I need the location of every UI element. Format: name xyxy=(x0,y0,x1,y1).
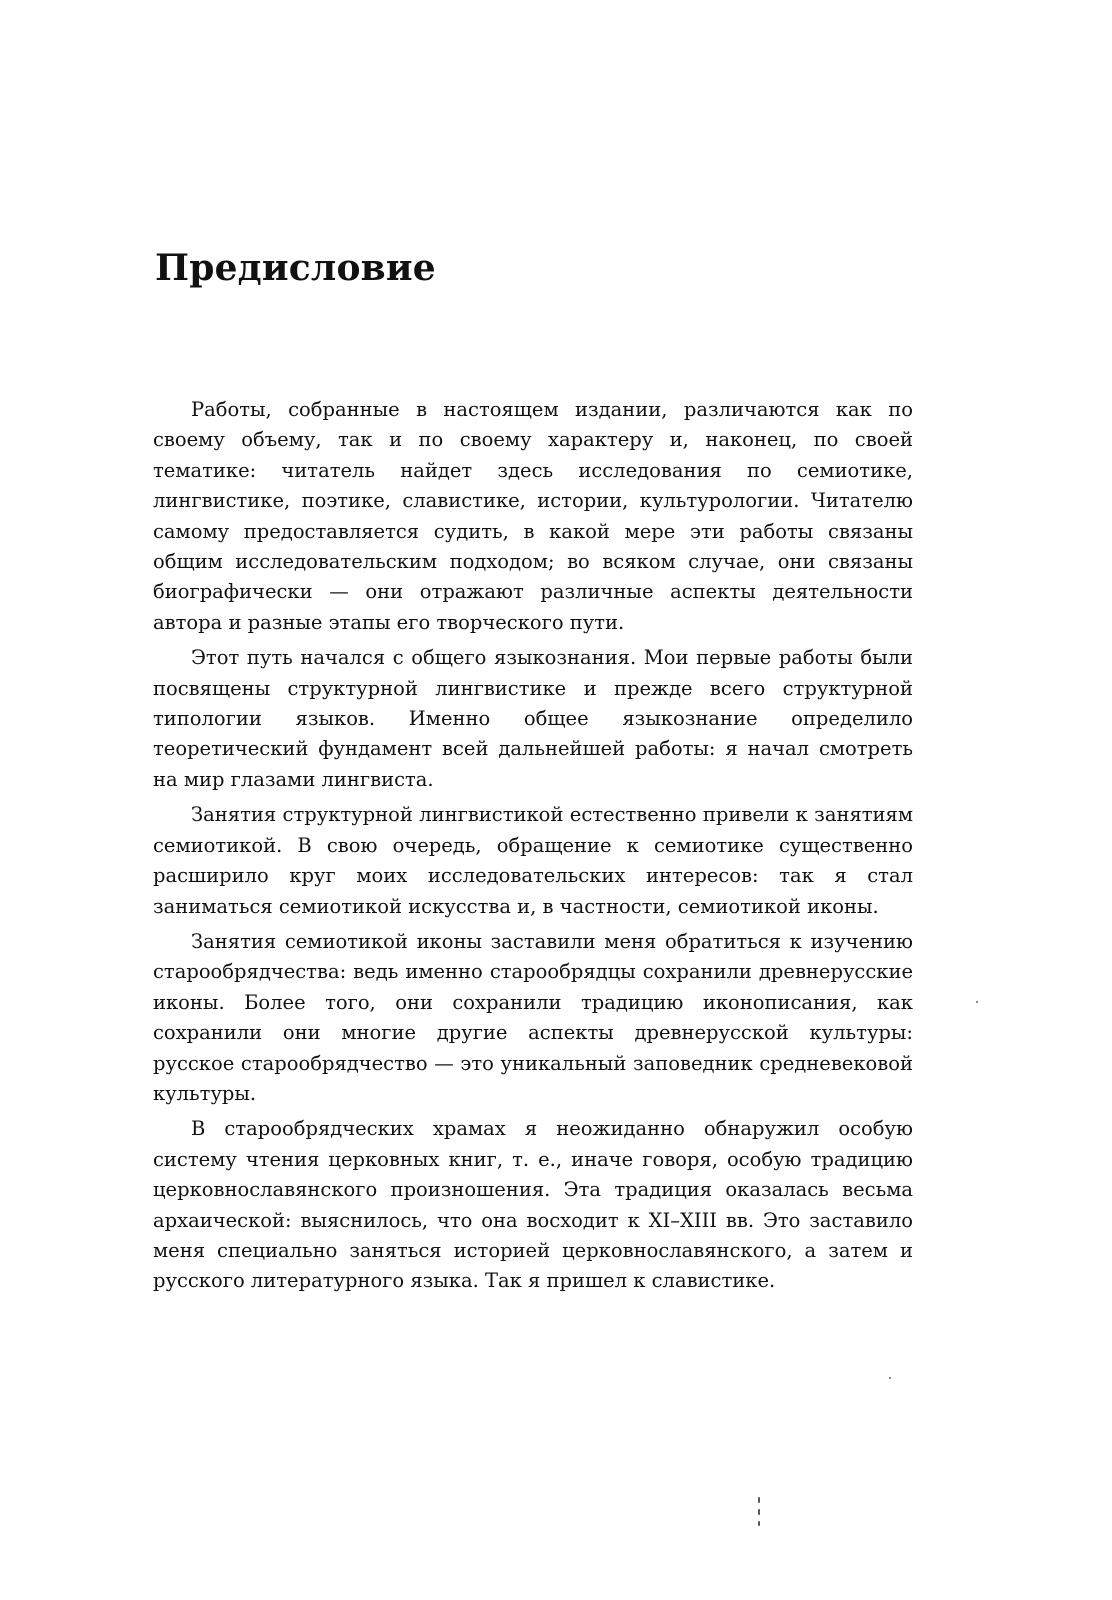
scan-artifact-mark xyxy=(758,1521,760,1526)
scan-artifact-mark xyxy=(758,1497,760,1503)
paragraph-3: Занятия структурной лингвистикой естественно привели к занятиям семиотикой. В свою очередь, обращение к семиотике существенно расширило круг моих исследовательских интересов: так я стал заниматься семиотикой искусства и, в частности, семиотикой иконы. xyxy=(153,803,913,918)
scan-artifact-dot xyxy=(976,1001,978,1003)
paragraph-4: Занятия семиотикой иконы заставили меня обратиться к изучению старообрядчества: ведь именно старообрядцы сохранили древнерусские иконы. Более того, они сохранили традицию иконописания, как сохранили они многие другие аспекты древнерусской культуры: русское старообрядчество — это уникальный заповедник средневековой культуры. xyxy=(153,929,913,1105)
scan-artifact-mark xyxy=(758,1509,760,1515)
body-text xyxy=(153,395,913,1302)
scan-artifact-dot xyxy=(889,1377,891,1379)
paragraph-2: Этот путь начался с общего языкознания. Мои первые работы были посвящены структурной лингвистике и прежде всего структурной типологии языков. Именно общее языкознание определило теоретический фундамент всей дальнейшей работы: я начал смотреть на мир глазами лингвиста. xyxy=(153,646,913,791)
chapter-title: Предисловие xyxy=(155,247,436,289)
paragraph-1: Работы, собранные в настоящем издании, различаются как по своему объему, так и по своему характеру и, наконец, по своей тематике: читатель найдет здесь исследования по семиотике, лингвистике, поэтике, славистике, истории, культурологии. Читателю самому предоставляется судить, в какой мере эти работы связаны общим исследовательским подходом; во всяком случае, они связаны биографически — они отражают различные аспекты деятельности автора и разные этапы его творческого пути. xyxy=(153,398,913,634)
paragraph-5: В старообрядческих храмах я неожиданно обнаружил особую систему чтения церковных книг, т. е., иначе говоря, особую традицию церковнославянского произношения. Эта традиция оказалась весьма архаической: выяснилось, что она восходит к XI–XIII вв. Это заставило меня специально заняться историей церковнославянского, а затем и русского литературного языка. Так я пришел к славистике. xyxy=(153,1117,913,1293)
